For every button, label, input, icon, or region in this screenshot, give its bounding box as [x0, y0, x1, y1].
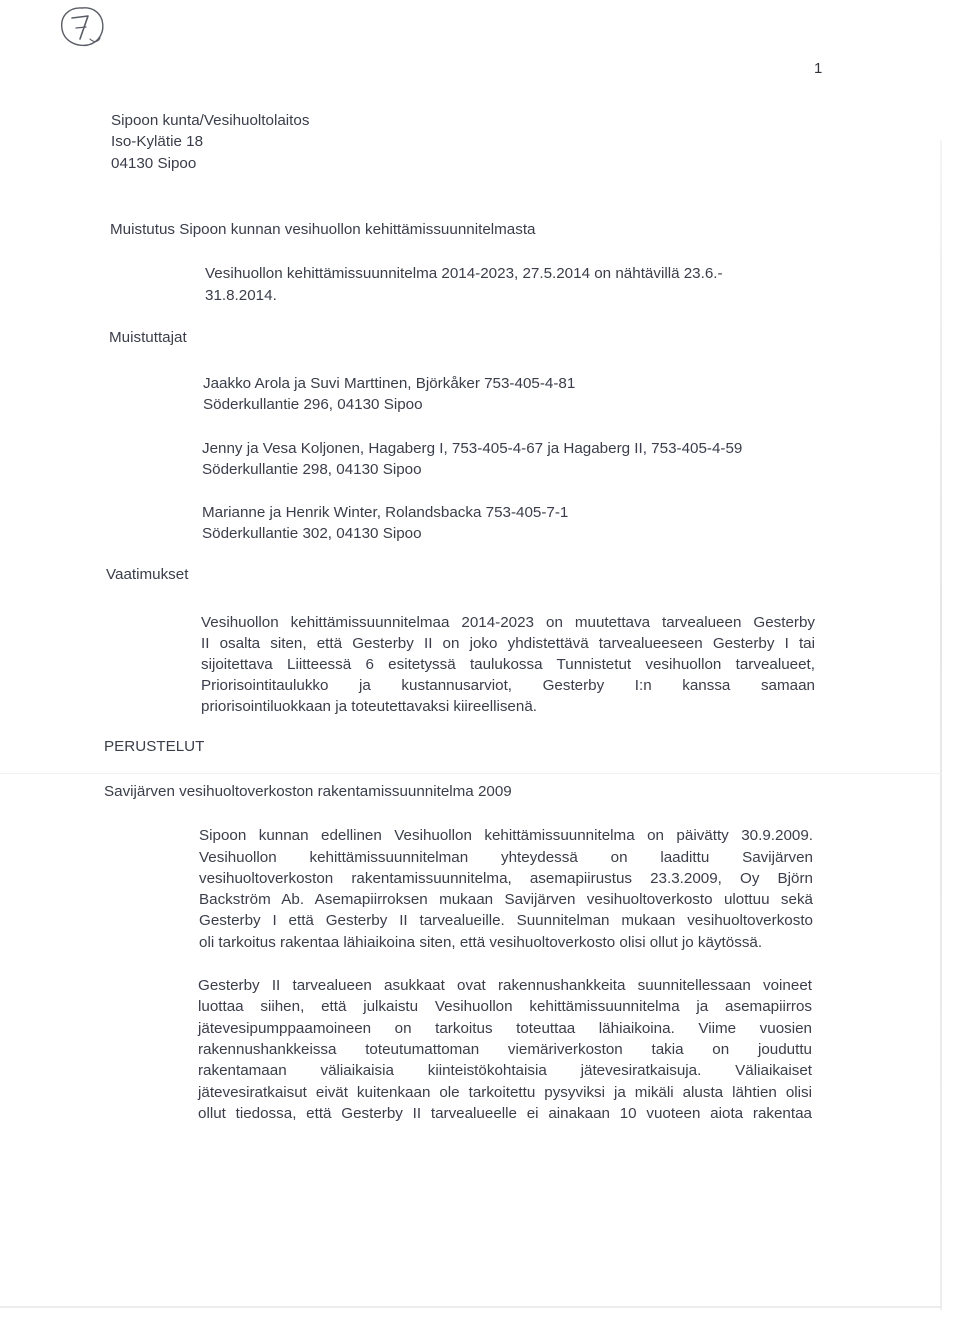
paragraph1-line-5: Gesterby I että Gesterby II tarvealueille. Suunnitelman mukaan vesihuoltoverkosto [199, 912, 813, 929]
label-vaatimukset: Vaatimukset [106, 566, 189, 583]
requirements-line-1: Vesihuollon kehittämissuunnitelmaa 2014-2023 on muutettava tarvealueen Gesterby [201, 614, 815, 631]
label-muistuttajat: Muistuttajat [109, 329, 187, 346]
recipient-line-1: Sipoon kunta/Vesihuoltolaitos [111, 112, 310, 129]
paragraph2-line-6: jätevesiratkaisut eivät kuitenkaan ole tarkoitettu pysyviksi ja mikäli alusta lähtien olisi [198, 1084, 812, 1101]
recipient-line-3: 04130 Sipoo [111, 155, 197, 172]
requirements-line-5: priorisointiluokkaan ja toteutettavaksi kiireellisenä. [201, 698, 537, 715]
scan-edge-right [940, 140, 942, 1310]
requirements-line-2: II osalta siten, että Gesterby II on joko yhdistettävä tarvealueeseen Gesterby I tai [201, 635, 815, 652]
paragraph2-line-4: rakennushankkeissa toteutumattoman viemäriverkoston takia on jouduttu [198, 1041, 812, 1058]
label-perustelut: PERUSTELUT [104, 738, 205, 755]
subject-line: Muistutus Sipoon kunnan vesihuollon kehittämissuunnitelmasta [110, 221, 536, 238]
paragraph2-line-5: rakentamaan väliaikaisia kiinteistökohtaisia jätevesiratkaisuja. Väliaikaiset [198, 1062, 812, 1079]
plan-line-1: Vesihuollon kehittämissuunnitelma 2014-2023, 27.5.2014 on nähtävillä 23.6.- [205, 265, 723, 282]
paragraph2-line-7: ollut tiedossa, että Gesterby II tarvealueelle ei ainakaan 10 vuoteen aiota rakentaa [198, 1105, 812, 1122]
paragraph2-line-3: jätevesipumppaamoineen on tarkoitus toteuttaa lähiaikoina. Viime vuosien [198, 1020, 812, 1037]
paragraph1-line-3: vesihuoltoverkoston rakentamissuunnitelma, asemapiirustus 23.3.2009, Oy Björn [199, 870, 813, 887]
paragraph1-line-2: Vesihuollon kehittämissuunnitelman yhteydessä on laadittu Savijärven [199, 849, 813, 866]
paragraph1-line-4: Backström Ab. Asemapiirroksen mukaan Savijärven vesihuoltoverkosto ulottuu sekä [199, 891, 813, 908]
handwritten-stamp [58, 5, 106, 49]
paragraph2-line-1: Gesterby II tarvealueen asukkaat ovat rakennushankkeita suunnitellessaan voineet [198, 977, 812, 994]
paragraph2-line-2: luottaa siihen, että julkaistu Vesihuollon kehittämissuunnitelma ja asemapiirros [198, 998, 812, 1015]
objector-2-address: Söderkullantie 298, 04130 Sipoo [202, 461, 422, 478]
recipient-line-2: Iso-Kylätie 18 [111, 133, 204, 150]
objector-3-address: Söderkullantie 302, 04130 Sipoo [202, 525, 422, 542]
plan-line-2: 31.8.2014. [205, 287, 277, 304]
requirements-line-3: sijoitettava Liitteessä 6 esitetyssä taulukossa Tunnistetut vesihuollon tarvealueet, [201, 656, 815, 673]
section-heading: Savijärven vesihuoltoverkoston rakentamissuunnitelma 2009 [104, 783, 512, 800]
scan-edge-bottom [0, 1306, 942, 1308]
paragraph1-line-6: oli tarkoitus rakentaa lähiaikoina siten, että vesihuoltoverkosto olisi ollut jo käytössä. [199, 934, 763, 951]
page-number: 1 [814, 60, 823, 77]
scan-artifact-line [0, 773, 942, 774]
objector-1-address: Söderkullantie 296, 04130 Sipoo [203, 396, 423, 413]
objector-1-name: Jaakko Arola ja Suvi Marttinen, Björkåker 753-405-4-81 [203, 375, 576, 392]
paragraph1-line-1: Sipoon kunnan edellinen Vesihuollon kehittämissuunnitelma on päivätty 30.9.2009. [199, 827, 813, 844]
objector-2-name: Jenny ja Vesa Koljonen, Hagaberg I, 753-405-4-67 ja Hagaberg II, 753-405-4-59 [202, 440, 743, 457]
requirements-line-4: Priorisointitaulukko ja kustannusarviot, Gesterby I:n kanssa samaan [201, 677, 815, 694]
objector-3-name: Marianne ja Henrik Winter, Rolandsbacka 753-405-7-1 [202, 504, 569, 521]
